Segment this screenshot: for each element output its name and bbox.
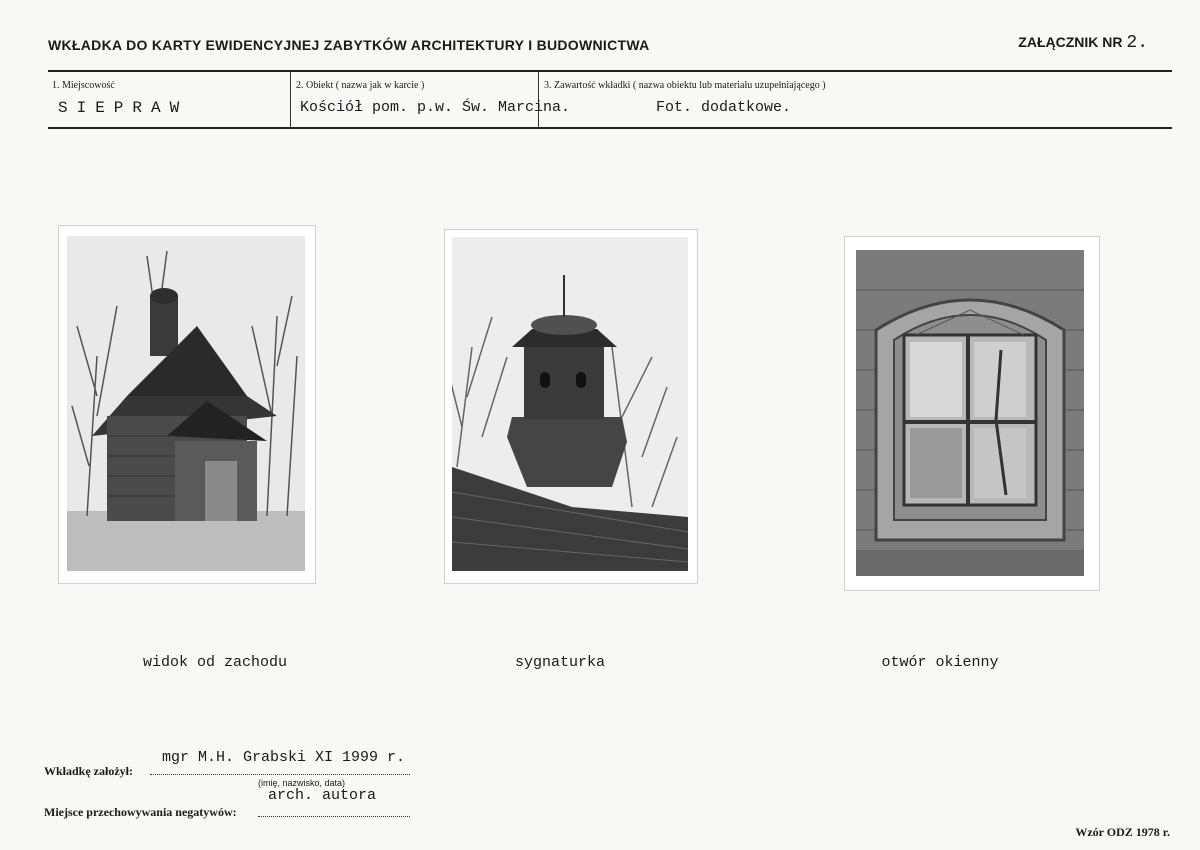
dotted-line: [150, 774, 410, 775]
object-label: 2. Obiekt ( nazwa jak w karcie ): [296, 80, 425, 91]
document-title: WKŁADKA DO KARTY EWIDENCYJNEJ ZABYTKÓW ARCHITEKTURY I BUDOWNICTWA: [48, 37, 650, 53]
header-rule-bottom: [48, 127, 1172, 129]
header-rule-top: [48, 70, 1172, 72]
locality-value: SIEPRAW: [58, 99, 189, 117]
photo-west-view: [58, 225, 316, 584]
negatives-value: arch. autora: [268, 787, 377, 804]
founder-value: mgr M.H. Grabski XI 1999 r.: [162, 749, 406, 766]
photo-caption: sygnaturka: [514, 654, 605, 671]
photo-caption: otwór okienny: [881, 654, 999, 671]
annex-number: [1018, 33, 1148, 53]
photo-window: [844, 236, 1100, 591]
annex-label: ZAŁĄCZNIK NR: [1018, 34, 1123, 50]
contents-label: 3. Zawartość wkładki ( nazwa obiektu lub materiału uzupełniającego ): [544, 80, 826, 91]
founder-label: Wkładkę założył:: [44, 764, 133, 778]
contents-value: Fot. dodatkowe.: [656, 99, 792, 116]
annex-number-value: 2.: [1126, 33, 1148, 53]
photo-caption: widok od zachodu: [142, 654, 288, 671]
founder-hint: (imię, nazwisko, data): [258, 778, 346, 788]
form-code: Wzór ODZ 1978 r.: [1075, 825, 1170, 839]
locality-label: 1. Miejscowość: [52, 80, 115, 91]
bell-turret-photo-icon: [452, 237, 688, 571]
church-photo-icon: [67, 236, 305, 571]
dotted-line: [258, 816, 410, 817]
photo-bell-turret: [444, 229, 698, 584]
window-photo-icon: [856, 250, 1084, 576]
object-value: Kościół pom. p.w. Św. Marcina.: [300, 99, 571, 116]
negatives-label: Miejsce przechowywania negatywów:: [44, 805, 237, 819]
field-divider: [290, 72, 291, 127]
